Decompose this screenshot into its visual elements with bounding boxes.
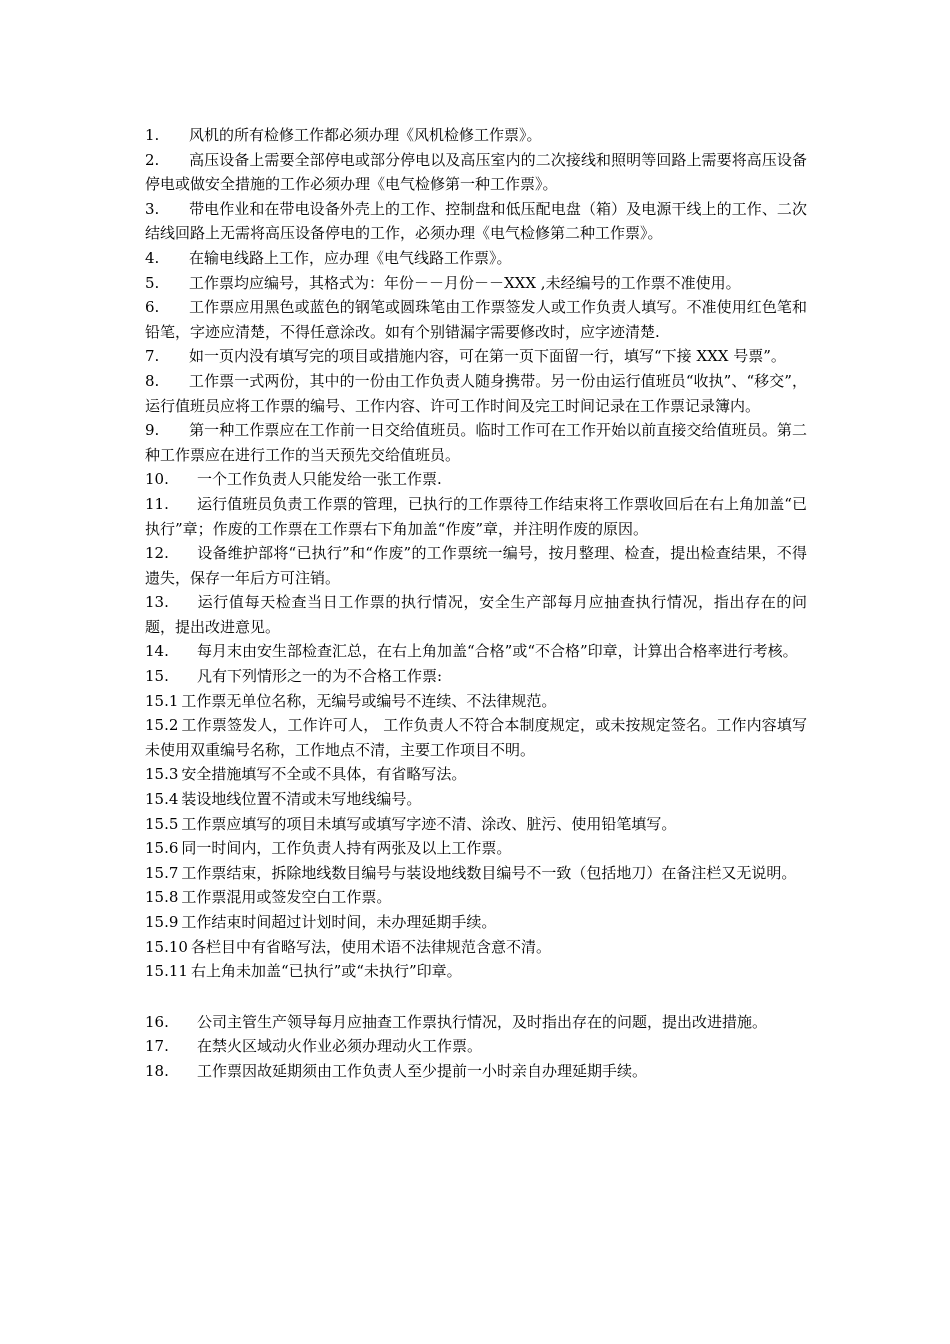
item-number: 5.	[145, 273, 160, 292]
sub-item-number: 15.9	[145, 913, 179, 931]
item-text: 第一种工作票应在工作前一日交给值班员。临时工作可在工作开始以前直接交给值班员。第二种工作票应在进行工作的当天预先交给值班员。	[145, 421, 807, 464]
sub-item-15-6	[145, 836, 807, 861]
item-number: 16.	[145, 1012, 169, 1031]
sub-item-15-1	[145, 689, 807, 714]
sub-item-text: 同一时间内，工作负责人持有两张及以上工作票。	[181, 839, 512, 858]
item-text: 带电作业和在带电设备外壳上的工作、控制盘和低压配电盘（箱）及电源干线上的工作、二次结线回路上无需将高压设备停电的工作，必须办理《电气检修第二种工作票》。	[145, 199, 807, 243]
item-number: 9.	[145, 421, 160, 440]
item-text: 工作票因故延期须由工作负责人至少提前一小时亲自办理延期手续。	[197, 1061, 648, 1080]
sub-item-number: 15.8	[145, 888, 179, 907]
sub-item-number: 15.11	[145, 962, 188, 981]
item-number: 15.	[145, 667, 169, 686]
sub-item-15-5	[145, 812, 807, 837]
sub-item-text: 右上角未加盖“已执行”或“未执行”印章。	[190, 962, 462, 981]
sub-item-number: 15.10	[145, 937, 188, 956]
list-item-5	[145, 271, 807, 296]
item-number: 18.	[145, 1061, 169, 1080]
item-text: 工作票一式两份，其中的一份由工作负责人随身携带。另一份由运行值班员“收执”、“移交”，运行值班员应将工作票的编号、工作内容、许可工作时间及完工时间记录在工作票记录簿内。	[145, 371, 807, 415]
item-text: 运行值班员负责工作票的管理，已执行的工作票待工作结束将工作票收回后在右上角加盖“已执行”章；作废的工作票在工作票右下角加盖“作废”章，并注明作废的原因。	[145, 494, 807, 538]
sub-item-text: 各栏目中有省略写法，使用术语不法律规范含意不清。	[190, 937, 551, 956]
item-text: 运行值每天检查当日工作票的执行情况，安全生产部每月应抽查执行情况，指出存在的问题，提出改进意见。	[145, 593, 807, 636]
item-text: 每月末由安生部检查汇总，在右上角加盖“合格”或“不合格”印章，计算出合格率进行考核。	[197, 642, 798, 661]
item-number: 4.	[145, 248, 160, 267]
item-text: 公司主管生产领导每月应抽查工作票执行情况，及时指出存在的问题，提出改进措施。	[197, 1012, 768, 1031]
list-item-11	[145, 492, 807, 541]
list-item-15	[145, 664, 807, 689]
item-text: 高压设备上需要全部停电或部分停电以及高压室内的二次接线和照明等回路上需要将高压设备停电或做安全措施的工作必须办理《电气检修第一种工作票》。	[145, 150, 807, 194]
sub-item-15-9	[145, 910, 807, 935]
item-number: 6.	[145, 298, 160, 317]
list-item-18	[145, 1059, 807, 1084]
item-text: 凡有下列情形之一的为不合格工作票:	[197, 667, 443, 686]
sub-item-text: 工作票结束，拆除地线数目编号与装设地线数目编号不一致（包括地刀）在备注栏又无说明。	[181, 863, 797, 882]
sub-item-number: 15.5	[145, 814, 179, 833]
item-text: 在输电线路上工作，应办理《电气线路工作票》。	[189, 248, 512, 267]
sub-item-text: 工作票无单位名称，无编号或编号不连续、不法律规范。	[181, 691, 557, 710]
sub-item-15-10	[145, 935, 807, 960]
list-item-1	[145, 123, 807, 148]
sub-item-15-11	[145, 959, 807, 984]
sub-item-15-8	[145, 885, 807, 910]
sub-item-15-4	[145, 787, 807, 812]
list-item-13	[145, 590, 807, 639]
item-text: 设备维护部将“已执行”和“作废”的工作票统一编号，按月整理、检查，提出检查结果，不得遗失，保存一年后方可注销。	[145, 544, 807, 587]
item-number: 12.	[145, 544, 169, 563]
sub-item-number: 15.1	[145, 691, 179, 710]
paragraph-spacer	[145, 984, 807, 1010]
sub-item-number: 15.4	[145, 790, 179, 809]
item-number: 10.	[145, 470, 169, 489]
sub-item-text: 工作票应填写的项目未填写或填写字迹不清、涂改、脏污、使用铅笔填写。	[181, 814, 677, 833]
item-number: 14.	[145, 642, 169, 661]
sub-item-text: 安全措施填写不全或不具体，有省略写法。	[181, 765, 467, 784]
list-item-10	[145, 467, 807, 492]
sub-item-15-7	[145, 861, 807, 886]
item-number: 3.	[145, 199, 160, 218]
list-item-4	[145, 246, 807, 271]
list-item-16	[145, 1010, 807, 1035]
sub-item-text: 工作票签发人，工作许可人， 工作负责人不符合本制度规定，或未按规定签名。工作内容填写未使用双重编号名称，工作地点不清，主要工作项目不明。	[145, 716, 807, 759]
list-item-7	[145, 344, 807, 369]
item-number: 13.	[145, 593, 169, 612]
item-text: 如一页内没有填写完的项目或措施内容，可在第一页下面留一行，填写“下接 XXX 号票”。	[189, 347, 786, 366]
sub-item-text: 工作票混用或签发空白工作票。	[181, 888, 392, 907]
list-item-12	[145, 541, 807, 590]
list-item-6	[145, 295, 807, 344]
sub-item-number: 15.7	[145, 863, 179, 882]
item-text: 工作票应用黑色或蓝色的钢笔或圆珠笔由工作票签发人或工作负责人填写。不准使用红色笔和铅笔，字迹应清楚，不得任意涂改。如有个别错漏字需要修改时，应字迹清楚.	[145, 298, 807, 341]
list-item-14	[145, 639, 807, 664]
sub-item-text: 装设地线位置不清或未写地线编号。	[181, 790, 422, 809]
item-text: 工作票均应编号，其格式为：年份－－月份－－XXX ,未经编号的工作票不准使用。	[189, 273, 741, 292]
item-number: 2.	[145, 150, 160, 169]
sub-item-number: 15.6	[145, 839, 179, 858]
sub-item-number: 15.2	[145, 716, 179, 735]
sub-item-text: 工作结束时间超过计划时间，未办理延期手续。	[181, 913, 497, 931]
item-number: 7.	[145, 347, 160, 366]
list-item-8	[145, 369, 807, 418]
list-item-9	[145, 418, 807, 467]
list-item-2	[145, 148, 807, 197]
sub-item-number: 15.3	[145, 765, 179, 784]
item-number: 11.	[145, 494, 169, 513]
sub-item-15-2	[145, 713, 807, 762]
item-number: 8.	[145, 371, 160, 390]
item-number: 17.	[145, 1037, 169, 1056]
document-page	[145, 123, 807, 1084]
item-text: 在禁火区域动火作业必须办理动火工作票。	[197, 1037, 483, 1056]
item-text: 风机的所有检修工作都必须办理《风机检修工作票》。	[189, 126, 542, 144]
list-item-17	[145, 1034, 807, 1059]
item-number: 1.	[145, 126, 160, 144]
sub-item-15-3	[145, 762, 807, 787]
item-text: 一个工作负责人只能发给一张工作票.	[197, 470, 442, 489]
list-item-3	[145, 197, 807, 246]
